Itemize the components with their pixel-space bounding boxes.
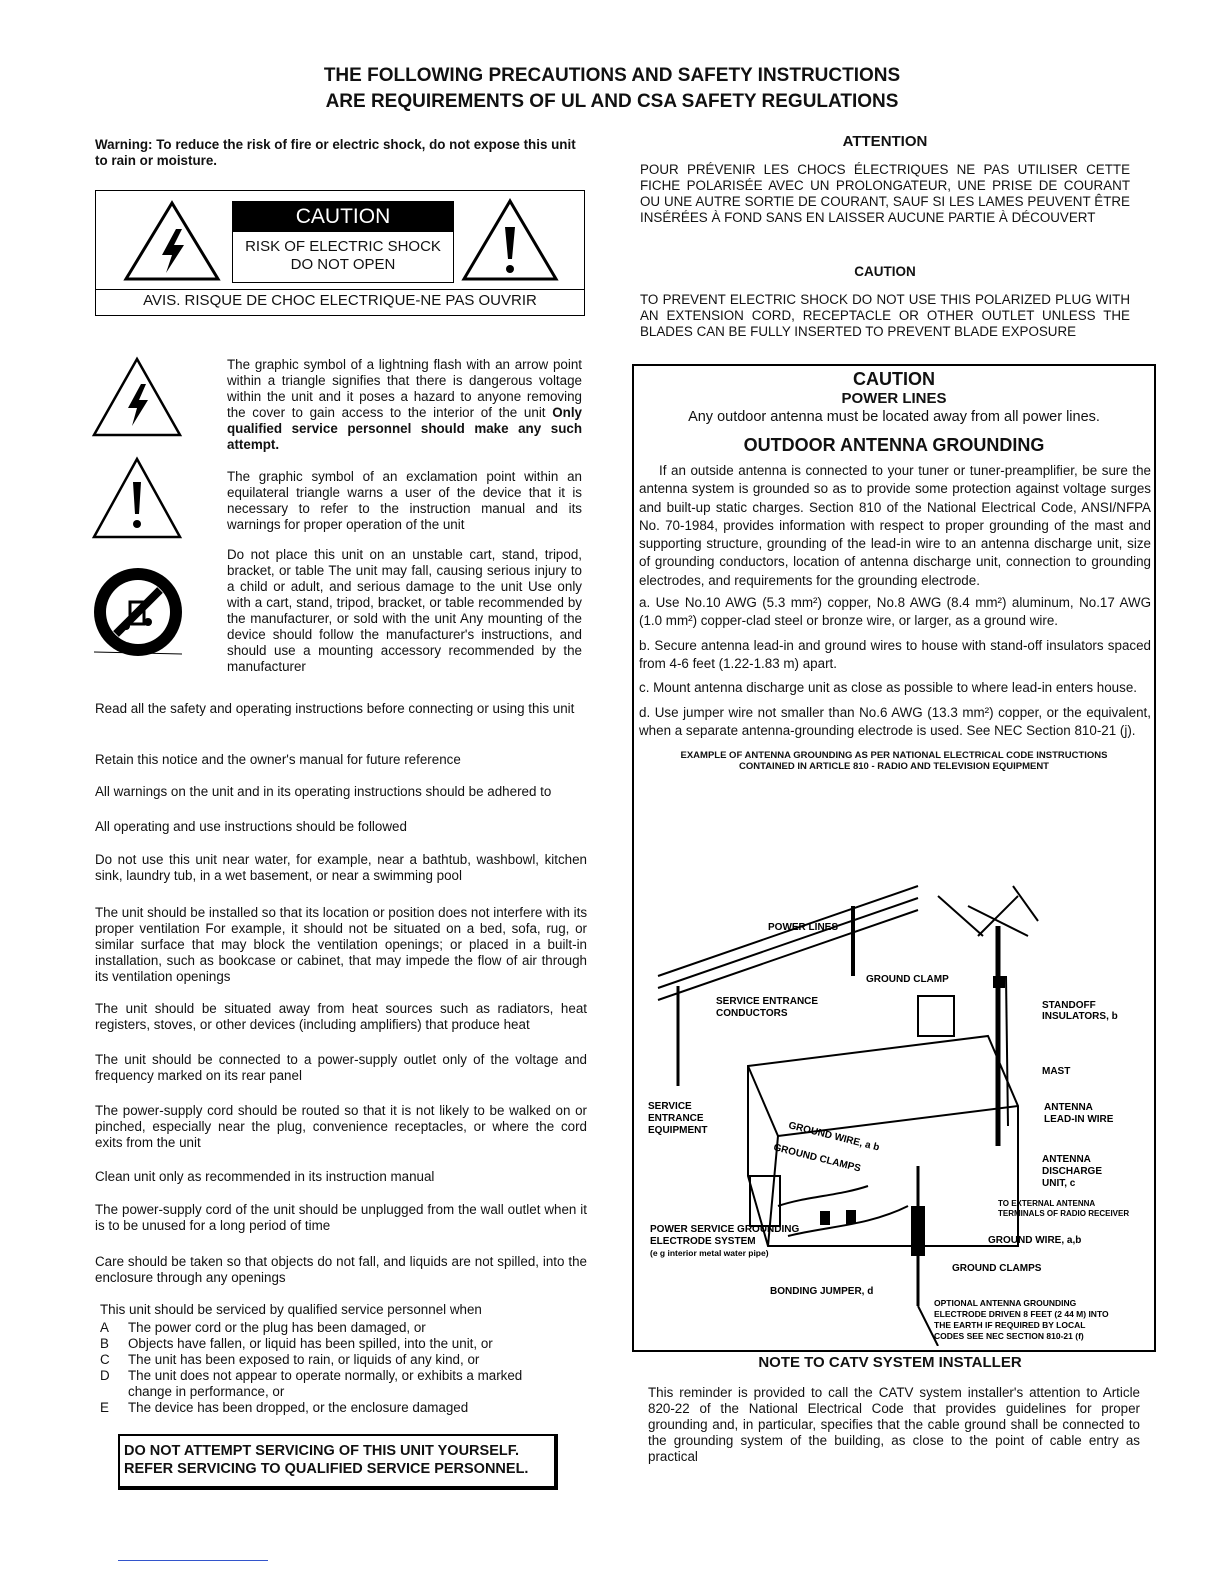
service-condition-d: D The unit does not appear to operate normally, or exhibits a marked change in performance, or bbox=[100, 1368, 523, 1399]
cart-explanation: Do not place this unit on an unstable cart, stand, tripod, bracket, or table The unit may fall, causing serious injury to a child or adult, and serious damage to the unit Use only with a cart, stand, tripod, bracket, or table recommended by the manufacturer, or sold with the unit Any mounting of the device should follow the manufacturer's instructions, and should use a mounting accessory recommended by the manufacturer bbox=[227, 547, 582, 674]
safety-para-12: Care should be taken so that objects do not fall, and liquids are not spilled, into the enclosure through any openings bbox=[95, 1254, 587, 1285]
label-to-external-1: TO EXTERNAL ANTENNA bbox=[998, 1199, 1096, 1208]
service-warning-line-1: DO NOT ATTEMPT SERVICING OF THIS UNIT YOURSELF. bbox=[124, 1443, 520, 1459]
antenna-grounding-diagram bbox=[638, 876, 1150, 1346]
exclamation-triangle-icon bbox=[460, 197, 560, 283]
standoff-insulator bbox=[993, 976, 1005, 988]
caution-label-box bbox=[232, 201, 454, 283]
label-discharge-2: DISCHARGE bbox=[1042, 1166, 1103, 1177]
safety-para-9: The power-supply cord should be routed so that it is not likely to be walked on or pinched, especially near the plug, convenience receptacles, or where the cord exits from the unit bbox=[95, 1103, 587, 1150]
risk-line-1: RISK OF ELECTRIC SHOCK bbox=[245, 238, 441, 255]
catv-text: This reminder is provided to call the CATV system installer's attention to Article 820-22 of the National Electrical Code that provides guidelines for proper grounding and, in particular, specifies that the cable ground shall be connected to the grounding system of the building, as close to the point of cable entry as practical bbox=[648, 1385, 1140, 1464]
grounding-item-b: b. Secure antenna lead-in and ground wires to house with stand-off insulators spaced from 4-6 feet (1.22-1.83 m) apart. bbox=[639, 637, 1151, 671]
label-discharge-1: ANTENNA bbox=[1042, 1154, 1091, 1165]
label-mast: MAST bbox=[1042, 1066, 1071, 1077]
label-power-service-3: (e g interior metal water pipe) bbox=[650, 1248, 769, 1258]
label-optional-1: OPTIONAL ANTENNA GROUNDING bbox=[934, 1298, 1077, 1308]
power-lines-text: Any outdoor antenna must be located away from all power lines. bbox=[688, 409, 1100, 425]
service-condition-a: A The power cord or the plug has been damaged, or bbox=[100, 1320, 426, 1335]
box-caution-heading: CAUTION bbox=[853, 369, 935, 389]
safety-para-1: Read all the safety and operating instructions before connecting or using this unit bbox=[95, 701, 575, 716]
power-lines-heading: POWER LINES bbox=[841, 390, 947, 407]
caution-text: TO PREVENT ELECTRIC SHOCK DO NOT USE THIS POLARIZED PLUG WITH AN EXTENSION CORD, RECEPTACLE OR OTHER OUTLET UNLESS THE BLADES CAN BE FULLY INSERTED TO PREVENT BLADE EXPOSURE bbox=[640, 292, 1130, 339]
label-lead-in-2: LEAD-IN WIRE bbox=[1044, 1114, 1114, 1125]
label-ground-wire-roof: GROUND WIRE, a b bbox=[787, 1120, 881, 1154]
label-service-entrance-2: CONDUCTORS bbox=[716, 1008, 788, 1019]
label-optional-2: ELECTRODE DRIVEN 8 FEET (2 44 M) INTO bbox=[934, 1309, 1109, 1319]
caution-box bbox=[95, 190, 585, 316]
label-service-entrance-1: SERVICE ENTRANCE bbox=[716, 996, 819, 1007]
page-title-line-2: ARE REQUIREMENTS OF UL AND CSA SAFETY REGULATIONS bbox=[325, 91, 899, 112]
safety-para-10: Clean unit only as recommended in its instruction manual bbox=[95, 1169, 435, 1184]
label-power-lines: POWER LINES bbox=[768, 922, 839, 933]
grounding-item-a: a. Use No.10 AWG (5.3 mm²) copper, No.8 AWG (8.4 mm²) aluminum, No.17 AWG (1.0 mm²) copper-clad steel or bronze wire, or larger, as a ground wire. bbox=[639, 595, 1151, 629]
attention-heading: ATTENTION bbox=[842, 133, 928, 150]
avis-text: AVIS. RISQUE DE CHOC ELECTRIQUE-NE PAS OUVRIR bbox=[143, 292, 537, 309]
example-caption-2: CONTAINED IN ARTICLE 810 - RADIO AND TELEVISION EQUIPMENT bbox=[738, 761, 1049, 773]
discharge-unit bbox=[911, 1206, 925, 1256]
lightning-symbol-icon bbox=[91, 356, 183, 438]
label-ground-clamps-roof: GROUND CLAMPS bbox=[772, 1142, 862, 1175]
safety-para-8: The unit should be connected to a power-supply outlet only of the voltage and frequency marked on its rear panel bbox=[95, 1052, 587, 1083]
lightning-triangle-icon bbox=[122, 199, 222, 283]
safety-para-7: The unit should be situated away from heat sources such as radiators, heat registers, stoves, or other devices (including amplifiers) that produce heat bbox=[95, 1001, 587, 1032]
label-standoff-2: INSULATORS, b bbox=[1042, 1011, 1118, 1022]
caution-heading: CAUTION bbox=[854, 264, 916, 279]
grounding-item-c: c. Mount antenna discharge unit as close as possible to where lead-in enters house. bbox=[639, 680, 1137, 696]
safety-para-4: All operating and use instructions should be followed bbox=[95, 819, 407, 834]
label-bonding-jumper: BONDING JUMPER, d bbox=[770, 1286, 874, 1297]
lightning-explanation-bold: Only qualified service personnel should make any such attempt. bbox=[227, 405, 582, 452]
grounding-text: If an outside antenna is connected to your tuner or tuner-preamplifier, be sure the antenna system is grounded so as to provide some protection against voltage surges and built-up static charges. Section 810 of the National Electrical Code, ANSI/NFPA No. 70-1984, provides information with respect to proper grounding of the mast and supporting structure, grounding of the lead-in wire to an antenna discharge unit, size of grounding conductors, location of antenna discharge unit, connection to grounding electrodes, and requirements for the grounding electrode. bbox=[639, 463, 1151, 588]
label-standoff-1: STANDOFF bbox=[1042, 1000, 1096, 1011]
label-lead-in-1: ANTENNA bbox=[1044, 1102, 1093, 1113]
catv-heading: NOTE TO CATV SYSTEM INSTALLER bbox=[758, 1354, 1022, 1371]
exclamation-symbol-icon bbox=[91, 456, 183, 540]
grounding-heading: OUTDOOR ANTENNA GROUNDING bbox=[743, 435, 1045, 455]
label-to-external-2: TERMINALS OF RADIO RECEIVER bbox=[998, 1209, 1130, 1218]
lightning-explanation-text: The graphic symbol of a lightning flash with an arrow point within a triangle signifies that there is dangerous voltage within the unit and it poses a hazard to anyone removing the cover to gain access to the interior of the unit bbox=[227, 357, 582, 420]
antenna-grounding-box bbox=[632, 364, 1156, 1352]
label-ground-wire-right: GROUND WIRE, a,b bbox=[988, 1235, 1082, 1246]
safety-para-5: Do not use this unit near water, for example, near a bathtub, washbowl, kitchen sink, laundry tub, in a wet basement, or near a swimming pool bbox=[95, 852, 587, 883]
service-condition-e: E The device has been dropped, or the enclosure damaged bbox=[100, 1400, 469, 1415]
safety-para-11: The power-supply cord of the unit should be unplugged from the wall outlet when it is to be unused for a long period of time bbox=[95, 1202, 587, 1233]
service-conditions-list bbox=[100, 1320, 540, 1416]
exclamation-explanation: The graphic symbol of an exclamation point within an equilateral triangle warns a user of the device that it is necessary to refer to the instruction manual and its warnings for proper operation of the unit bbox=[227, 469, 582, 532]
service-intro: This unit should be serviced by qualified service personnel when bbox=[100, 1302, 482, 1317]
page-title-line-1: THE FOLLOWING PRECAUTIONS AND SAFETY INSTRUCTIONS bbox=[323, 65, 901, 86]
attention-text: POUR PRÉVENIR LES CHOCS ÉLECTRIQUES NE PAS UTILISER CETTE FICHE POLARISÉE AVEC UN PROLONGATEUR, UNE PRISE DE COURANT OU UNE AUTRE SORTIE DE COURANT, SAUF SI LES LAMES PEUVENT ÊTRE INSÉRÉES À FOND SANS EN LAISSER AUCUNE PARTIE À DÉCOUVERT bbox=[640, 162, 1130, 225]
grounding-item-d: d. Use jumper wire not smaller than No.6 AWG (13.3 mm²) copper, or the equivalent, when a separate antenna-grounding electrode is used. See NEC Section 810-21 (j). bbox=[639, 704, 1151, 738]
chimney bbox=[918, 996, 954, 1036]
service-condition-c: C The unit has been exposed to rain, or liquids of any kind, or bbox=[100, 1352, 480, 1367]
footnote-rule bbox=[118, 1560, 268, 1561]
caution-label: CAUTION bbox=[233, 202, 453, 232]
house-outline bbox=[748, 1036, 1018, 1246]
service-condition-b: B Objects have fallen, or liquid has been spilled, into the unit, or bbox=[100, 1336, 493, 1351]
service-warning-box bbox=[118, 1434, 558, 1490]
safety-para-3: All warnings on the unit and in its operating instructions should be adhered to bbox=[95, 784, 552, 799]
label-power-service-1: POWER SERVICE GROUNDING bbox=[650, 1224, 800, 1235]
label-optional-4: CODES SEE NEC SECTION 810-21 (f) bbox=[934, 1331, 1084, 1341]
label-ground-clamps-right: GROUND CLAMPS bbox=[952, 1263, 1042, 1274]
label-service-eq-1: SERVICE bbox=[648, 1101, 692, 1112]
warning-text: Warning: To reduce the risk of fire or electric shock, do not expose this unit to rain or moisture. bbox=[95, 137, 576, 168]
lightning-explanation bbox=[227, 357, 582, 453]
safety-para-2: Retain this notice and the owner's manual for future reference bbox=[95, 752, 461, 767]
label-service-eq-3: EQUIPMENT bbox=[648, 1125, 708, 1136]
example-caption-1: EXAMPLE OF ANTENNA GROUNDING AS PER NATIONAL ELECTRICAL CODE INSTRUCTIONS bbox=[680, 750, 1108, 762]
label-ground-clamp: GROUND CLAMP bbox=[866, 974, 949, 985]
label-service-eq-2: ENTRANCE bbox=[648, 1113, 704, 1124]
cart-warning-icon bbox=[92, 566, 184, 658]
label-power-service-2: ELECTRODE SYSTEM bbox=[650, 1236, 756, 1247]
service-warning-line-2: REFER SERVICING TO QUALIFIED SERVICE PERSONNEL. bbox=[124, 1461, 529, 1477]
risk-line-2: DO NOT OPEN bbox=[290, 256, 396, 273]
safety-para-6: The unit should be installed so that its location or position does not interfere with its proper ventilation For example, it should not be situated on a bed, sofa, rug, or similar surface that may block the ventilation openings; or placed in a built-in installation, such as bookcase or cabinet, that may impede the flow of air through its ventilation openings bbox=[95, 905, 588, 984]
label-discharge-3: UNIT, c bbox=[1042, 1178, 1076, 1189]
label-optional-3: THE EARTH IF REQUIRED BY LOCAL bbox=[934, 1320, 1086, 1330]
